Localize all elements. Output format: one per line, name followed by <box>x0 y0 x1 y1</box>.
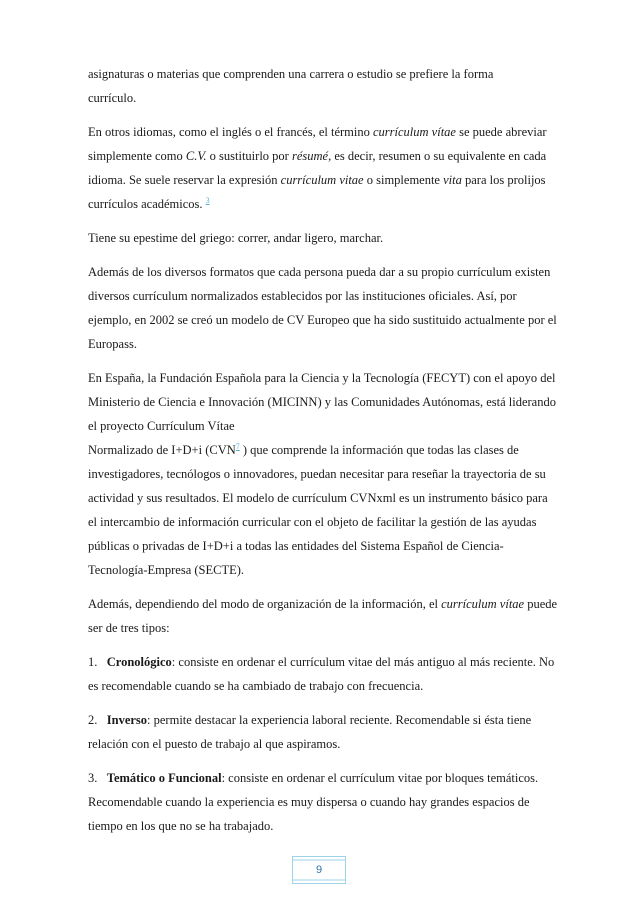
item-number: 3. <box>88 771 98 785</box>
item-text: : consiste en ordenar el currículum vitae del más antiguo al más reciente. No es recomendable cuando se ha cambiado de trabajo con frecuencia. <box>88 655 555 693</box>
text: En España, la Fundación Española para la Ciencia y la Tecnología (FECYT) con el apoyo del Ministerio de Ciencia e Innovación (MICINN) y las Comunidades Autónomas, está liderando el proyecto Currículum Vítae <box>88 371 556 433</box>
item-title: Temático o Funcional <box>106 771 222 785</box>
footnote-link-3[interactable]: 3 <box>205 195 210 205</box>
paragraph-formats: Además de los diversos formatos que cada persona pueda dar a su propio currículum existen diversos currículum normalizados establecidos por las instituciones oficiales. Así, por ejemplo, en 2002 se creó un modelo de CV Europeo que ha sido sustituido actualmente por el Europass. <box>88 265 557 351</box>
document-body <box>88 62 558 848</box>
term-italic: C.V. <box>185 149 207 163</box>
item-text: : consiste en ordenar el currículum vitae por bloques temáticos. Recomendable cuando la experiencia es muy dispersa o cuando hay grandes espacios de tiempo en los que no se ha trabajado. <box>88 771 539 833</box>
text: Normalizado de I+D+i (CVN <box>88 443 236 457</box>
term-italic: vita <box>443 173 462 187</box>
text: asignaturas o materias que comprenden una carrera o estudio se prefiere la forma <box>88 67 494 81</box>
text: , es decir, resumen o su equivalente en cada idioma. Se suele reservar la expresión <box>88 149 547 187</box>
text: currículo. <box>88 91 137 105</box>
list-item-cronologico <box>88 650 558 698</box>
text: puede ser de tres tipos: <box>88 597 558 635</box>
item-number: 2. <box>88 713 98 727</box>
term-italic: currículum vítae <box>373 125 456 139</box>
term-italic: currículum vítae <box>441 597 525 611</box>
text: o sustituirlo por <box>206 149 292 163</box>
page-number: 9 <box>315 864 323 876</box>
list-item-inverso <box>88 708 558 756</box>
paragraph-types-intro <box>88 592 558 640</box>
footnote-link-7[interactable]: 7 <box>235 441 240 451</box>
paragraph-other-languages <box>88 120 558 216</box>
paragraph-spain <box>88 366 558 582</box>
text: o simplemente <box>363 173 444 187</box>
paragraph-etymology: Tiene su epestime del griego: correr, andar ligero, marchar. <box>88 231 384 245</box>
item-text: : permite destacar la experiencia laboral reciente. Recomendable si ésta tiene relación con el puesto de trabajo al que aspiramos. <box>88 713 532 751</box>
item-number: 1. <box>88 655 98 669</box>
item-title: Inverso <box>106 713 148 727</box>
text: En otros idiomas, como el inglés o el francés, el término <box>88 125 373 139</box>
text: para los prolijos currículos académicos. <box>88 173 546 211</box>
text: ) que comprende la información que todas las clases de investigadores, tecnólogos o innovadores, puedan necesitar para reseñar la trayectoria de su actividad y sus resultados. El modelo de currículum CVNxml es un instrumento básico para el intercambio de información curricular con el objeto de facilitar la gestión de las ayudas públicas o privadas de I+D+i a todas las entidades del Sistema Español de Ciencia-Tecnología-Empresa (SECTE). <box>88 443 548 577</box>
list-item-tematico <box>88 766 558 838</box>
page-number-badge <box>292 856 346 884</box>
paragraph-intro <box>88 62 558 110</box>
item-title: Cronológico <box>106 655 172 669</box>
text: se puede abreviar simplemente como <box>88 125 547 163</box>
term-italic: currículum vitae <box>280 173 364 187</box>
term-italic: résumé <box>291 149 329 163</box>
text: Además, dependiendo del modo de organización de la información, el <box>88 597 442 611</box>
